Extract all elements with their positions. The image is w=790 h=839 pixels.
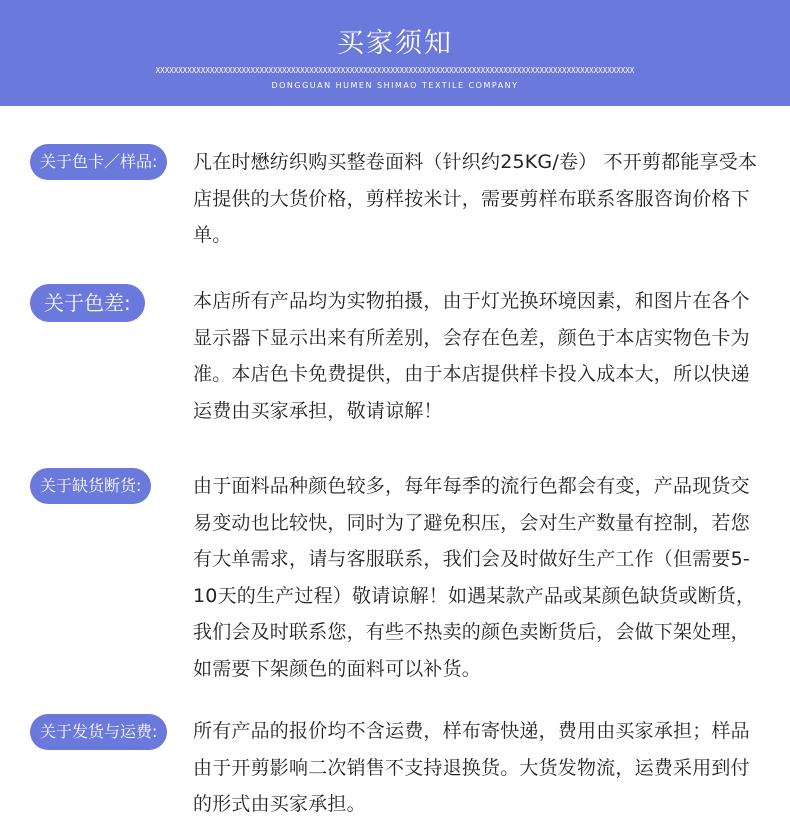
page-title: 买家须知 [337, 28, 453, 59]
company-subtitle: DONGGUAN HUMEN SHIMAO TEXTILE COMPANY [271, 81, 519, 90]
section-text-shipping: 所有产品的报价均不含运费，样布寄快递，费用由买家承担；样品由于开剪影响二次销售不支持退换货。大货发物流，运费采用到付的形式由买家承担。 [193, 720, 750, 815]
label-pill-color-difference: 关于色差: [30, 284, 145, 322]
label-pill-out-of-stock: 关于缺货断货: [30, 468, 151, 504]
label-pill-color-card: 关于色卡／样品: [30, 144, 167, 180]
decorative-x-pattern: XXXXXXXXXXXXXXXXXXXXXXXXXXXXXXXXXXXXXXXXXXXXXXXXXXXXXXXXXXXXXXXXXXXXXXXXXXXXXXXXXXXXXXXXXXXXXXXXXXXXXXXXXX [155, 66, 635, 75]
section-text-color-difference: 本店所有产品均为实物拍摄，由于灯光换环境因素，和图片在各个显示器下显示出来有所差别，会存在色差，颜色于本店实物色卡为准。本店色卡免费提供，由于本店提供样卡投入成本大，所以快递运费由买家承担，敬请谅解！ [193, 290, 750, 422]
label-pill-shipping: 关于发货与运费: [30, 714, 167, 750]
header-banner [0, 0, 790, 106]
section-text-color-card: 凡在时懋纺织购买整卷面料（针织约25KG/卷） 不开剪都能享受本店提供的大货价格，剪样按米计，需要剪样布联系客服咨询价格下单。 [193, 151, 758, 246]
section-text-out-of-stock: 由于面料品种颜色较多，每年每季的流行色都会有变，产品现货交易变动也比较快，同时为了避免积压，会对生产数量有控制，若您有大单需求，请与客服联系，我们会及时做好生产工作（但需要5-10天的生产过程）敬请谅解！如遇某款产品或某颜色缺货或断货，我们会及时联系您，有些不热卖的颜色卖断货后，会做下架处理，如需要下架颜色的面料可以补货。 [193, 475, 756, 680]
